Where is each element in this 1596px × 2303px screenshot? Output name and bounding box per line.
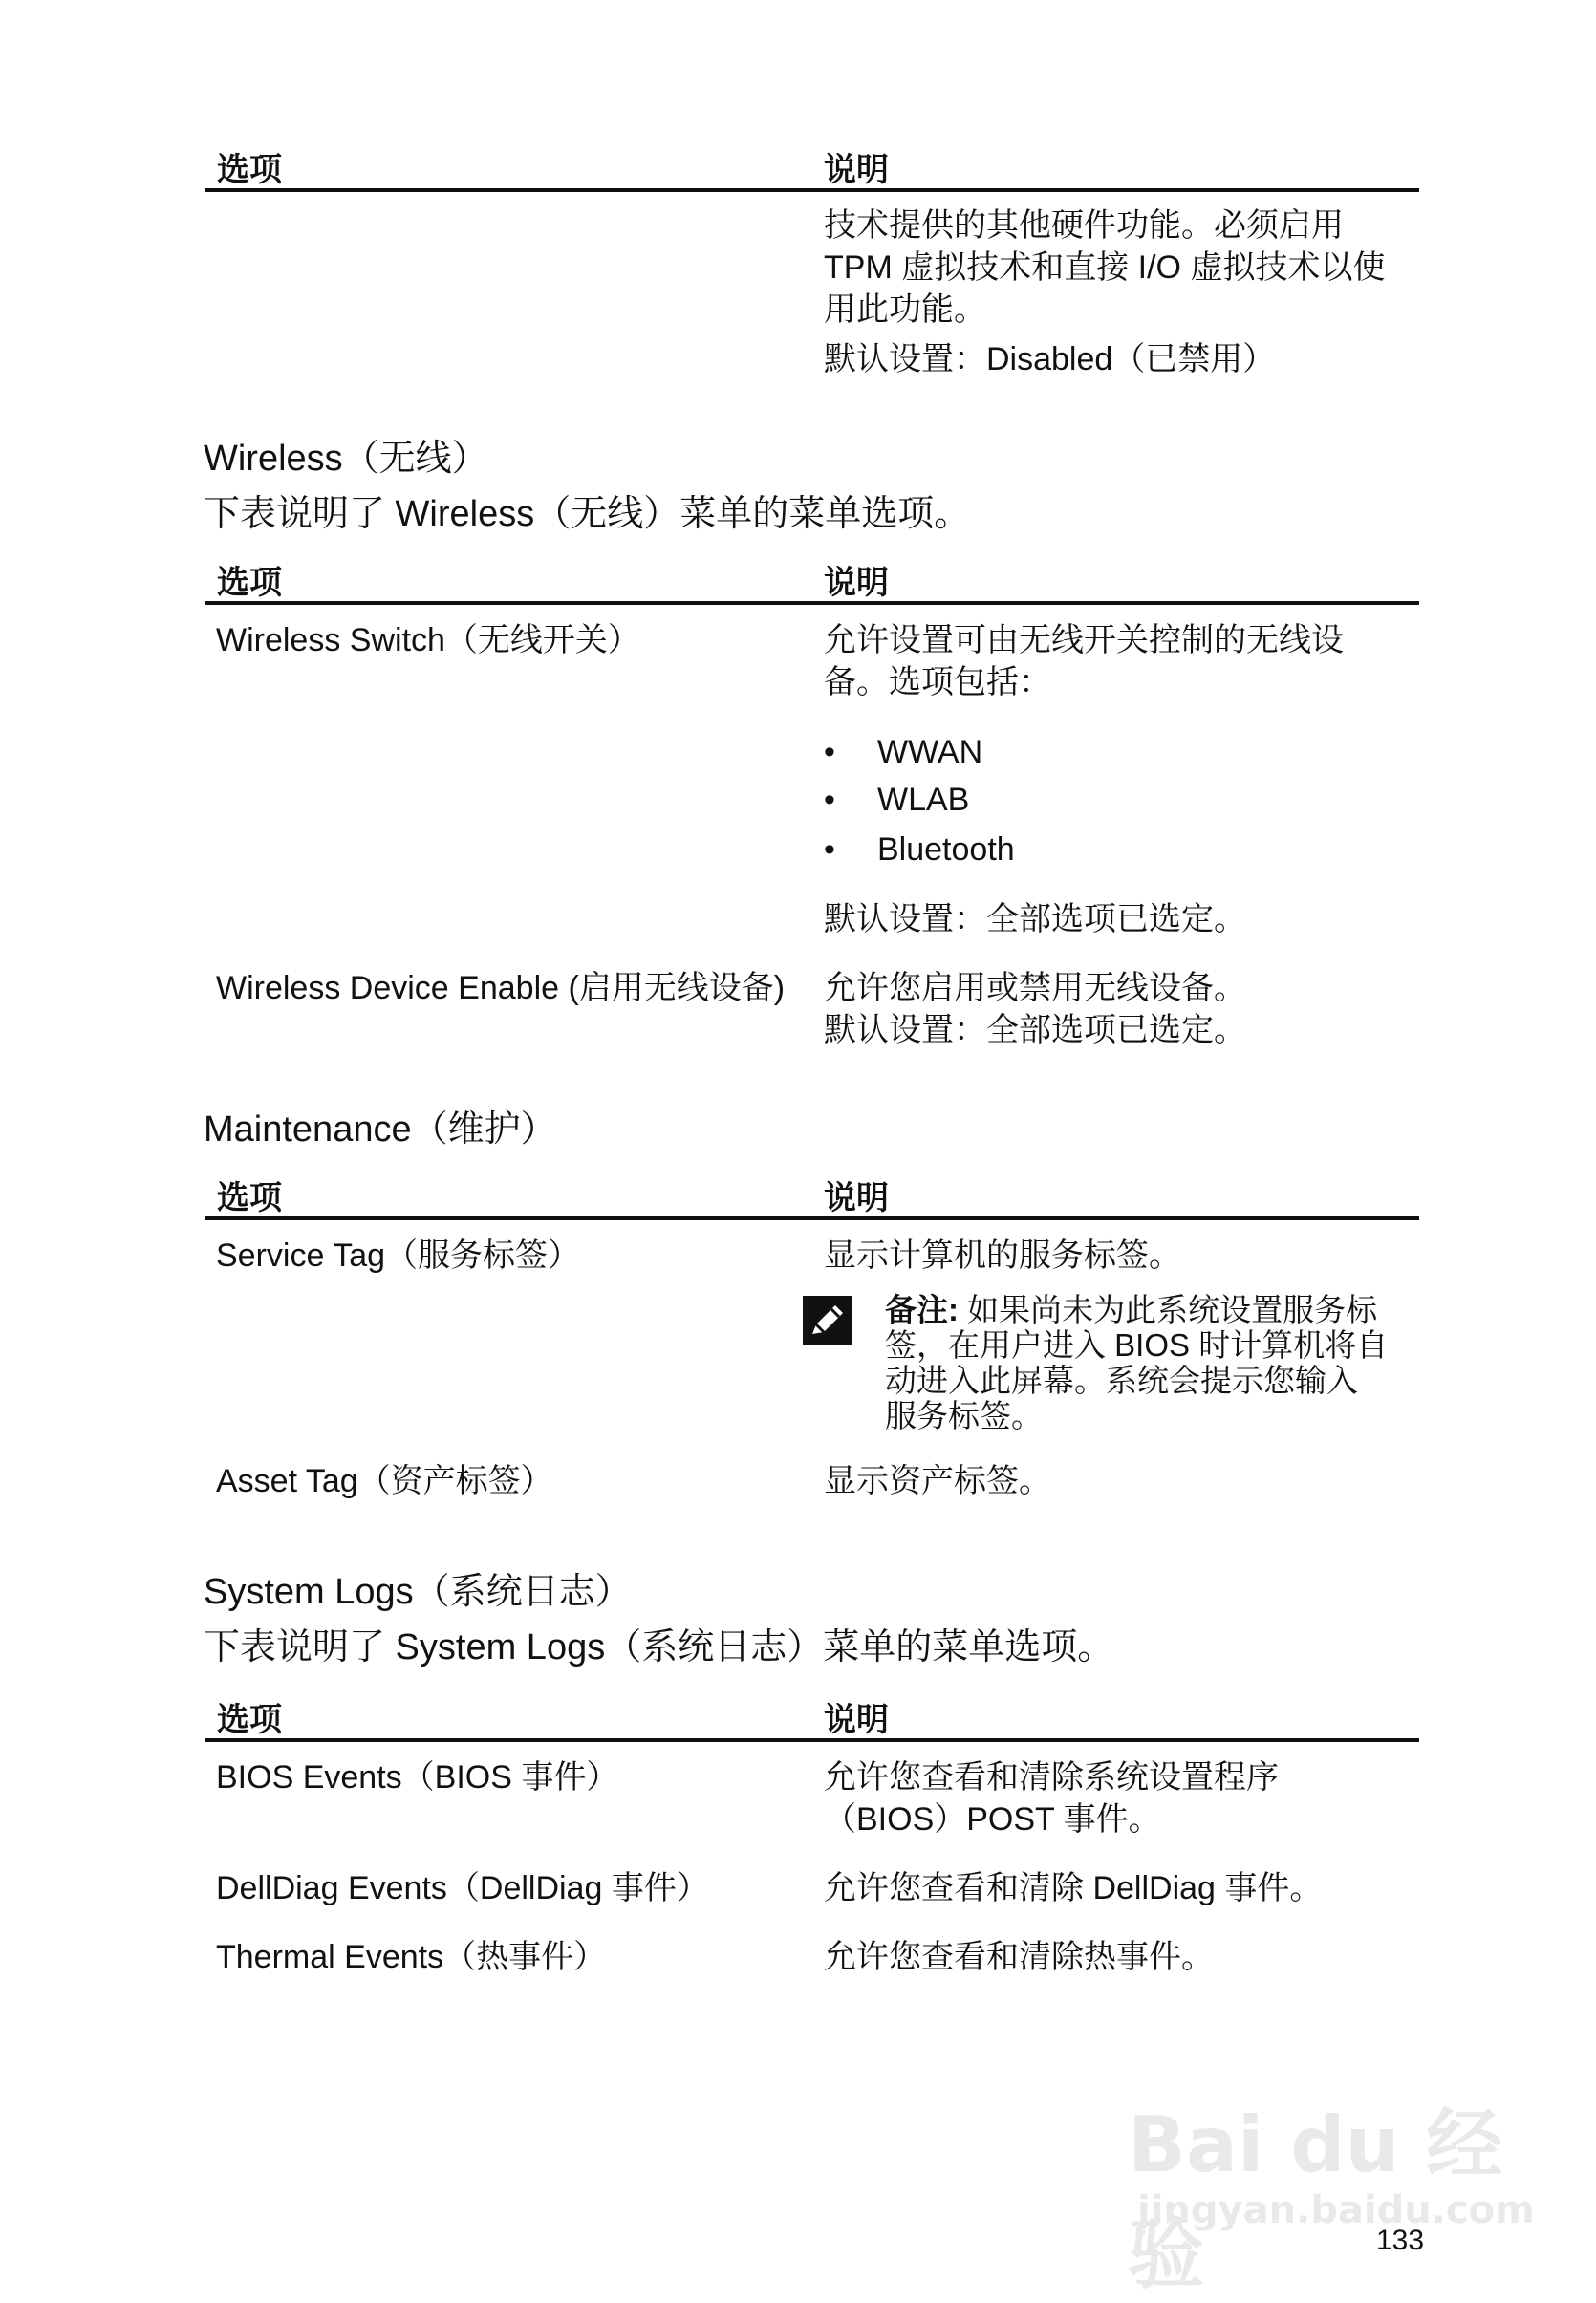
table-row-option: BIOS Events（BIOS 事件） [216,1759,619,1796]
list-item-text: WLAB [877,782,970,818]
table-row-description [824,1756,1416,1840]
header-option: 选项 [217,565,282,601]
section-intro-wireless: 下表说明了 Wireless（无线）菜单的菜单选项。 [204,494,971,534]
note-pencil-icon [803,1296,852,1345]
desc-service-tag: 显示计算机的服务标签。 [824,1238,1181,1274]
desc-line: 允许设置可由无线开关控制的无线设 [824,622,1344,658]
desc-line: （BIOS）POST 事件。 [824,1801,1161,1838]
list-item-text: WWAN [877,734,983,770]
header-description: 说明 [824,1180,889,1216]
default-setting: 默认设置：全部选项已选定。 [824,901,1246,937]
section-title-wireless: Wireless（无线） [204,439,488,479]
page-number: 133 [1376,2225,1425,2256]
bullet-icon: • [824,831,835,868]
header-description: 说明 [824,565,889,601]
desc-line: TPM 虚拟技术和直接 I/O 虚拟技术以使 [824,249,1386,286]
header-option: 选项 [217,152,282,188]
baidu-watermark [1128,2064,1535,2299]
default-setting: 默认设置：全部选项已选定。 [824,1012,1246,1048]
header-divider [205,1216,1419,1220]
desc-wireless-device-enable [824,967,1416,1051]
header-description: 说明 [824,152,889,188]
desc-asset-tag: 显示资产标签。 [824,1463,1051,1499]
header-divider [205,601,1419,605]
watermark-brand: Bai du 经验 [1128,2100,1503,2299]
table-row-description [824,204,1416,380]
header-option: 选项 [217,1702,282,1738]
desc-line: 技术提供的其他硬件功能。必须启用 [824,207,1344,244]
list-item-text: Bluetooth [877,831,1015,868]
table-row-description: 允许您查看和清除热事件。 [824,1939,1214,1975]
desc-line: 允许您启用或禁用无线设备。 [824,970,1246,1006]
note-line: 动进入此屏幕。系统会提示您输入 [885,1363,1358,1398]
option-wireless-switch: Wireless Switch（无线开关） [216,622,640,658]
header-divider [205,1738,1419,1742]
option-asset-tag: Asset Tag（资产标签） [216,1463,553,1499]
bullet-icon: • [824,782,835,818]
bullet-icon: • [824,734,835,770]
note-line: 如果尚未为此系统设置服务标 [967,1292,1378,1327]
desc-line: 用此功能。 [824,291,986,328]
watermark-url: jingyan.baidu.com [1137,2188,1535,2232]
option-service-tag: Service Tag（服务标签） [216,1238,581,1274]
header-description: 说明 [824,1702,889,1738]
desc-line: 允许您查看和清除系统设置程序 [824,1759,1279,1796]
note-line: 服务标签。 [885,1398,1043,1433]
desc-line: 备。选项包括： [824,664,1051,700]
default-setting: 默认设置：Disabled（已禁用） [824,341,1276,377]
table-row-option: DellDiag Events（DellDiag 事件） [216,1870,709,1906]
header-option: 选项 [217,1180,282,1216]
header-divider [205,188,1419,192]
section-title-maintenance: Maintenance（维护） [204,1109,557,1150]
table-row-option: Thermal Events（热事件） [216,1939,607,1975]
section-title-system-logs: System Logs（系统日志） [204,1572,632,1612]
section-intro-system-logs: 下表说明了 System Logs（系统日志）菜单的菜单选项。 [204,1627,1114,1668]
table-row-description: 允许您查看和清除 DellDiag 事件。 [824,1870,1323,1906]
option-wireless-device-enable: Wireless Device Enable (启用无线设备) [216,970,786,1006]
desc-wireless-switch [824,619,1416,703]
note-text [885,1292,1420,1433]
note-line: 签，在用户进入 BIOS 时计算机将自 [885,1327,1389,1363]
note-label: 备注: [885,1292,959,1327]
